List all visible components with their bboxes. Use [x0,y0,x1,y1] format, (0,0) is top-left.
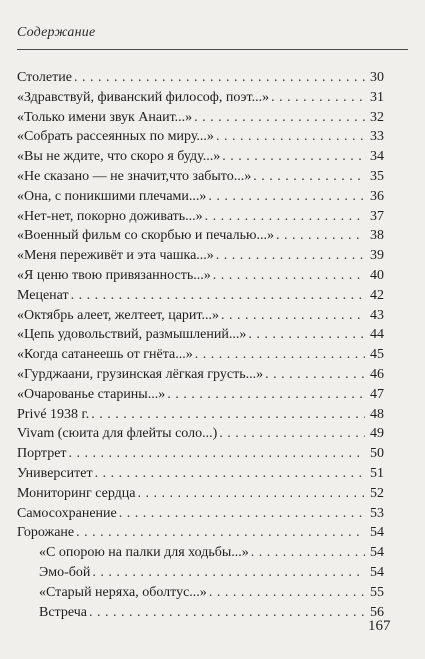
toc-entry [17,603,384,623]
toc-entry-title: «С опорою на палки для ходьбы...» [39,545,249,561]
toc-entry [17,187,384,207]
toc-entry-page: 33 [370,129,384,145]
toc-entry-page: 54 [370,525,384,541]
toc-entry-title: «Вы не ждите, что скоро я буду...» [17,149,221,165]
dot-leader [276,226,365,246]
dot-leader [74,68,365,88]
dot-leader [265,365,365,385]
toc-entry-title: Портрет [17,446,67,462]
toc-entry-page: 32 [370,109,384,125]
toc-entry [17,484,384,504]
toc-entry-page: 55 [370,584,384,600]
toc-entry-title: «Меня переживёт и эта чашка...» [17,248,214,264]
toc-entry-page: 53 [370,505,384,521]
toc-entry-title: «Октябрь алеет, желтеет, царит...» [17,307,219,323]
toc-entry-page: 48 [370,406,384,422]
header-rule [17,49,408,50]
toc-entry [17,266,384,286]
dot-leader [92,563,365,583]
toc-entry-page: 49 [370,426,384,442]
toc-entry-page: 42 [370,287,384,303]
toc-entry-title: Самосохранение [17,505,117,521]
dot-leader [138,484,366,504]
section-header: Содержание [17,25,96,40]
toc-entry [17,345,384,365]
dot-leader [216,246,365,266]
dot-leader [216,127,365,147]
toc-entry-page: 39 [370,248,384,264]
toc-entry [17,325,384,345]
toc-entry-title: «Когда сатанеешь от гнёта...» [17,347,193,363]
toc-entry [17,583,384,603]
toc-entry-title: Столетие [17,70,72,85]
dot-leader [119,504,365,524]
dot-leader [91,405,365,425]
toc-entry-title: «Только имени звук Анаит...» [17,109,193,125]
toc-entry-page: 38 [370,228,384,244]
dot-leader [76,523,365,543]
toc-entry-title: Эмо-бой [39,564,91,580]
toc-entry-page: 54 [370,564,384,580]
toc-entry-page: 40 [370,267,384,283]
toc-entry-title: «Не сказано — не значит,что забыто...» [17,168,252,184]
toc-entry-page: 30 [370,70,384,85]
toc-entry [17,88,384,108]
dot-leader [71,286,365,306]
dot-leader [167,385,365,405]
toc-entry-title: Меценат [17,287,69,303]
toc-entry [17,127,384,147]
toc-entry-title: Vivam (сюита для флейты соло...) [17,426,218,442]
toc-entry-title: «Она, с поникшими плечами...» [17,188,207,204]
toc-entry-page: 52 [370,485,384,501]
toc-entry [17,365,384,385]
toc-entry [17,147,384,167]
dot-leader [248,325,365,345]
toc-entry-page: 43 [370,307,384,323]
toc-entry-page: 31 [370,89,384,105]
toc-entry [17,464,384,484]
dot-leader [222,147,365,167]
toc-entry [17,246,384,266]
toc-entry-title: Встреча [39,604,87,620]
dot-leader [253,167,365,187]
toc-entry-title: «Я ценю твою привязанность...» [17,267,211,283]
toc-entry-title: «Собрать рассеянных по миру...» [17,129,214,145]
dot-leader [205,207,365,227]
toc-entry-title: «Очарованье старины...» [17,386,166,402]
toc-entry-page: 45 [370,347,384,363]
toc-entry [17,385,384,405]
toc-entry-title: «Старый неряха, оболтус...» [39,584,207,600]
toc-entry [17,504,384,524]
toc-entry-page: 44 [370,327,384,343]
toc-entry [17,286,384,306]
dot-leader [95,464,365,484]
toc-entry-title: Мониторинг сердца [17,485,136,501]
dot-leader [221,306,365,326]
toc-entry-title: Университет [17,465,93,481]
page-number: 167 [368,618,391,634]
toc-entry [17,424,384,444]
toc-entry-title: «Цепь удовольствий, размышлений...» [17,327,247,343]
dot-leader [89,603,365,623]
dot-leader [219,424,365,444]
toc-entry-page: 56 [370,604,384,620]
toc-entry [17,444,384,464]
toc-entry-title: Privé 1938 г. [17,406,90,422]
toc-entry-title: Горожане [17,525,75,541]
toc-entry [17,543,384,563]
toc-entry [17,68,384,88]
toc-entry-title: «Нет-нет, покорно доживать...» [17,208,203,224]
toc-entry [17,405,384,425]
dot-leader [251,543,365,563]
toc-entry [17,167,384,187]
toc-entry-page: 50 [370,446,384,462]
table-of-contents [17,68,384,622]
dot-leader [271,88,365,108]
toc-entry [17,108,384,128]
dot-leader [69,444,365,464]
dot-leader [194,108,365,128]
toc-entry-page: 35 [370,168,384,184]
toc-entry-page: 36 [370,188,384,204]
toc-entry-page: 34 [370,149,384,165]
toc-entry-page: 51 [370,465,384,481]
toc-entry [17,523,384,543]
dot-leader [208,187,365,207]
toc-entry [17,306,384,326]
toc-entry-title: «Военный фильм со скорбью и печалью...» [17,228,274,244]
toc-entry [17,207,384,227]
toc-entry-title: «Здравствуй, фиванский философ, поэт...» [17,89,270,105]
toc-entry-page: 37 [370,208,384,224]
dot-leader [209,583,365,603]
dot-leader [213,266,365,286]
toc-entry-page: 54 [370,545,384,561]
dot-leader [195,345,365,365]
toc-entry [17,226,384,246]
toc-entry [17,563,384,583]
toc-entry-page: 46 [370,366,384,382]
toc-entry-title: «Гурджаани, грузинская лёгкая грусть...» [17,366,264,382]
toc-entry-page: 47 [370,386,384,402]
